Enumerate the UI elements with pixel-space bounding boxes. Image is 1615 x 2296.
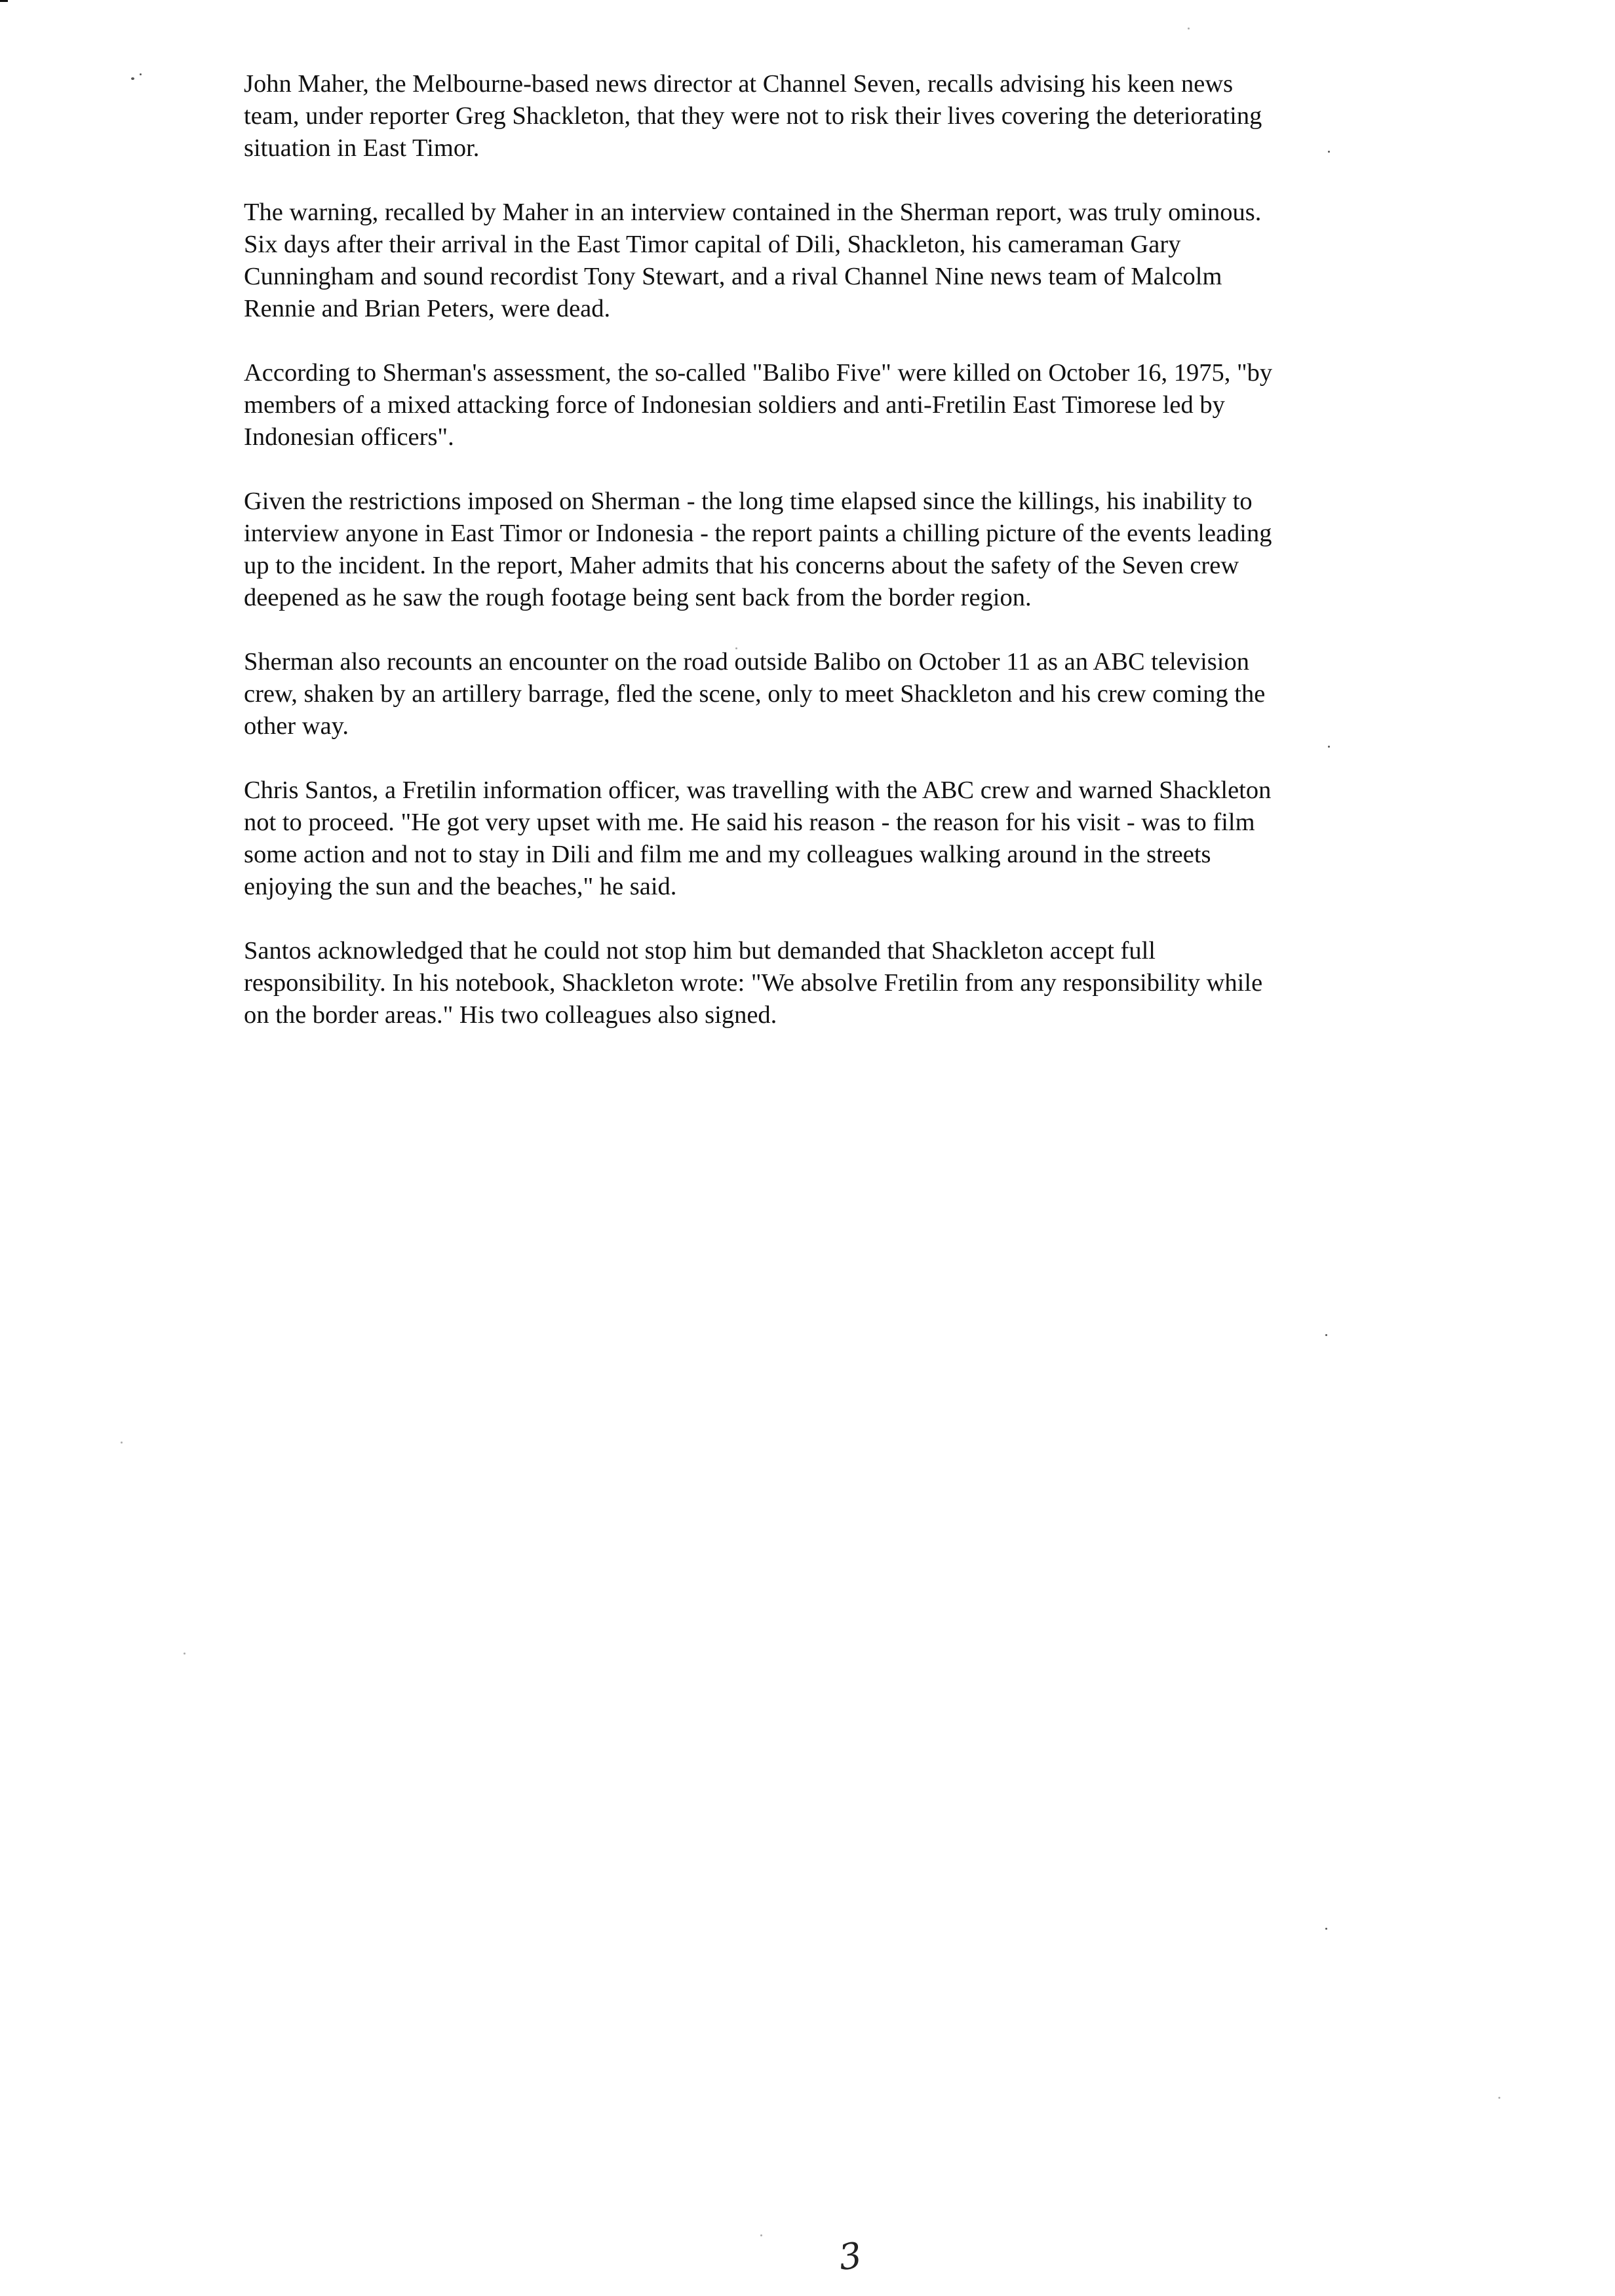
paragraph-chris-santos [244, 775, 1371, 903]
scan-speck [184, 1653, 185, 1655]
text-line: Sherman also recounts an encounter on the road outside Balibo on October 11 as an ABC television [244, 648, 1249, 676]
text-line: other way. [244, 712, 349, 740]
scan-speck [1188, 28, 1190, 29]
scan-speck [760, 2234, 762, 2236]
text-line: crew, shaken by an artillery barrage, fled the scene, only to meet Shackleton and his crew coming the [244, 680, 1266, 708]
text-line: members of a mixed attacking force of Indonesian soldiers and anti-Fretilin East Timorese led by [244, 391, 1225, 419]
text-line: John Maher, the Melbourne-based news director at Channel Seven, recalls advising his keen news [244, 70, 1234, 98]
text-line: situation in East Timor. [244, 134, 480, 162]
paragraph-road-encounter [244, 646, 1371, 742]
text-line: The warning, recalled by Maher in an interview contained in the Sherman report, was truly ominous. [244, 199, 1262, 226]
scan-speck [1325, 1334, 1327, 1336]
paragraph-restrictions [244, 486, 1371, 614]
handwritten-page-number: 3 [836, 2234, 865, 2279]
text-line: Six days after their arrival in the East Timor capital of Dili, Shackleton, his cameraman Gary [244, 231, 1181, 258]
text-line: Indonesian officers". [244, 423, 454, 451]
scan-speck [131, 77, 134, 80]
text-line: up to the incident. In the report, Maher admits that his concerns about the safety of the Seven crew [244, 552, 1239, 579]
text-line: deepened as he saw the rough footage being sent back from the border region. [244, 584, 1032, 611]
text-line: Chris Santos, a Fretilin information officer, was travelling with the ABC crew and warned Shackleton [244, 776, 1272, 804]
text-line: on the border areas." His two colleagues also signed. [244, 1001, 777, 1029]
text-line: interview anyone in East Timor or Indonesia - the report paints a chilling picture of the events leading [244, 520, 1272, 547]
scan-speck [140, 73, 142, 75]
text-line: responsibility. In his notebook, Shackleton wrote: "We absolve Fretilin from any responsibility while [244, 969, 1263, 997]
scan-corner-mark [0, 0, 8, 2]
text-line: According to Sherman's assessment, the so-called "Balibo Five" were killed on October 16, 1975, "by [244, 359, 1273, 387]
text-line: some action and not to stay in Dili and film me and my colleagues walking around in the streets [244, 841, 1211, 868]
scan-speck [1325, 1928, 1327, 1930]
article-body [244, 68, 1371, 1063]
text-line: Santos acknowledged that he could not stop him but demanded that Shackleton accept full [244, 937, 1156, 965]
text-line: Rennie and Brian Peters, were dead. [244, 295, 611, 322]
scan-speck [1498, 2097, 1500, 2099]
paragraph-sherman-assessment [244, 357, 1371, 453]
text-line: not to proceed. "He got very upset with me. He said his reason - the reason for his visit - was to film [244, 809, 1255, 836]
text-line: Given the restrictions imposed on Sherman - the long time elapsed since the killings, his inability to [244, 488, 1253, 515]
text-line: team, under reporter Greg Shackleton, that they were not to risk their lives covering the deteriorating [244, 102, 1262, 130]
text-line: enjoying the sun and the beaches," he said. [244, 873, 677, 900]
text-line: Cunningham and sound recordist Tony Stewart, and a rival Channel Nine news team of Malcolm [244, 263, 1222, 290]
paragraph-responsibility [244, 935, 1371, 1031]
scan-speck [121, 1442, 123, 1444]
paragraph-ominous-warning [244, 197, 1371, 325]
paragraph-maher-warning [244, 68, 1371, 164]
